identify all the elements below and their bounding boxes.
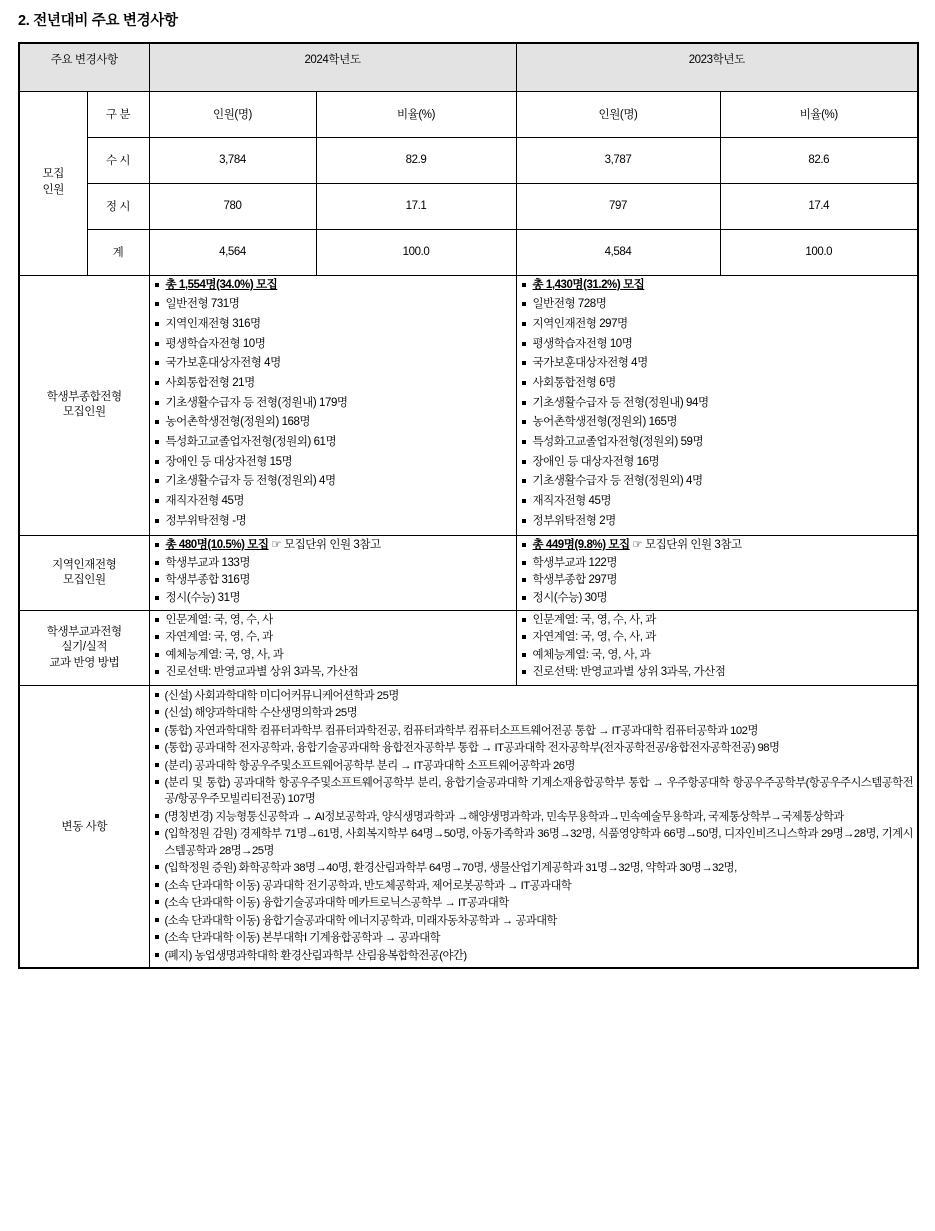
list-item: (소속 단과대학 이동) 융합기술공과대학 에너지공학과, 미래자동차공학과 → 공과대학	[154, 913, 914, 929]
list-item: 국가보훈대상자전형 4명	[154, 356, 512, 371]
list-item: 농어촌학생전형(정원외) 168명	[154, 415, 512, 430]
row-label-total: 계	[87, 229, 149, 275]
regional-2023-list	[521, 538, 914, 605]
header-row-label: 주요 변경사항	[19, 43, 149, 91]
list-item	[521, 278, 914, 293]
column-header-ratio-2024: 비율(%)	[316, 91, 516, 137]
regional-label-line2: 모집인원	[62, 574, 106, 587]
comprehensive-label-line2: 모집인원	[62, 406, 106, 419]
comprehensive-2024-cell	[149, 275, 516, 536]
column-header-ratio-2023: 비율(%)	[720, 91, 918, 137]
list-item: (폐지) 농업생명과학대학 환경산림과학부 산림융복합학전공(야간)	[154, 948, 914, 964]
enrollment-label	[19, 91, 87, 275]
list-item: 기초생활수급자 등 전형(정원외) 4명	[521, 474, 914, 489]
enrollment-label-line1: 모집	[42, 168, 64, 181]
regional-label	[19, 536, 149, 611]
list-item: (소속 단과대학 이동) 공과대학 전기공학과, 반도체공학과, 제어로봇공학과 → IT공과대학	[154, 878, 914, 894]
list-item: 자연계열: 국, 영, 수, 사, 과	[521, 630, 914, 645]
list-item	[154, 538, 512, 553]
list-item: 특성화고교졸업자전형(정원외) 61명	[154, 435, 512, 450]
list-item: 정시(수능) 31명	[154, 591, 512, 606]
list-item: (분리 및 통합) 공과대학 항공우주및소프트웨어공학부 분리, 융합기술공과대학 기계소재융합공학부 통합 → 우주항공대학 항공우주공학부(항공우주시스템공학전공/항공우주모빌리티전공) 107명	[154, 775, 914, 807]
jeongsi-count-2023: 797	[516, 183, 720, 229]
table-row-susi	[19, 137, 918, 183]
list-item: 학생부교과 122명	[521, 556, 914, 571]
list-item: 사회통합전형 21명	[154, 376, 512, 391]
list-item: 기초생활수급자 등 전형(정원외) 4명	[154, 474, 512, 489]
comprehensive-2024-total-prefix: 총	[165, 278, 179, 291]
changes-label: 변동 사항	[19, 685, 149, 968]
list-item: 농어촌학생전형(정원외) 165명	[521, 415, 914, 430]
list-item: 진로선택: 반영교과별 상위 3과목, 가산점	[521, 665, 914, 680]
comprehensive-2024-total-value: 1,554명(34.0%)	[178, 278, 254, 291]
jeongsi-ratio-2023: 17.4	[720, 183, 918, 229]
susi-count-2023: 3,787	[516, 137, 720, 183]
list-item: 장애인 등 대상자전형 15명	[154, 455, 512, 470]
list-item: 정부위탁전형 2명	[521, 514, 914, 529]
list-item: 인문계열: 국, 영, 수, 사	[154, 613, 512, 628]
comprehensive-2024-list	[154, 278, 512, 529]
comprehensive-2023-total-value: 1,430명(31.2%)	[545, 278, 621, 291]
table-header-row	[19, 43, 918, 91]
changes-cell	[149, 685, 918, 968]
regional-2023-cell	[516, 536, 918, 611]
regional-2024-cell	[149, 536, 516, 611]
jeongsi-ratio-2024: 17.1	[316, 183, 516, 229]
list-item	[154, 278, 512, 293]
table-row-comprehensive	[19, 275, 918, 536]
list-item: (명칭변경) 지능형통신공학과 → AI정보공학과, 양식생명과학과 →해양생명과학과, 민속무용학과→민속예술무용학과, 국제통상학부→국제통상학과	[154, 809, 914, 825]
regional-label-line1: 지역인재전형	[52, 558, 117, 571]
list-item: 정부위탁전형 -명	[154, 514, 512, 529]
comprehensive-2023-cell	[516, 275, 918, 536]
table-row-total	[19, 229, 918, 275]
subject-method-2024-list	[154, 613, 512, 680]
list-item: 특성화고교졸업자전형(정원외) 59명	[521, 435, 914, 450]
list-item: 일반전형 728명	[521, 297, 914, 312]
header-year-2023: 2023학년도	[516, 43, 918, 91]
table-row-changes	[19, 685, 918, 968]
subject-method-label-line3: 교과 반영 방법	[49, 656, 120, 669]
list-item: 재직자전형 45명	[521, 494, 914, 509]
list-item: 진로선택: 반영교과별 상위 3과목, 가산점	[154, 665, 512, 680]
list-item: 기초생활수급자 등 전형(정원내) 179명	[154, 396, 512, 411]
list-item: (입학정원 증원) 화학공학과 38명→40명, 환경산림과학부 64명→70명, 생물산업기계공학과 31명→32명, 약학과 30명→32명,	[154, 860, 914, 876]
enrollment-subheader-row	[19, 91, 918, 137]
list-item: (신설) 사회과학대학 미디어커뮤니케어션학과 25명	[154, 688, 914, 704]
comprehensive-2023-list	[521, 278, 914, 529]
list-item: 학생부종합 297명	[521, 573, 914, 588]
list-item: (분리) 공과대학 항공우주및소프트웨어공학부 분리 → IT공과대학 소프트웨어공학과 26명	[154, 758, 914, 774]
total-ratio-2024: 100.0	[316, 229, 516, 275]
list-item: 사회통합전형 6명	[521, 376, 914, 391]
column-header-count-2024: 인원(명)	[149, 91, 316, 137]
list-item: 일반전형 731명	[154, 297, 512, 312]
table-row-regional	[19, 536, 918, 611]
table-row-jeongsi	[19, 183, 918, 229]
header-year-2024: 2024학년도	[149, 43, 516, 91]
susi-ratio-2023: 82.6	[720, 137, 918, 183]
comprehensive-2024-total-suffix: 모집	[253, 278, 278, 291]
jeongsi-count-2024: 780	[149, 183, 316, 229]
subject-method-2024-cell	[149, 610, 516, 685]
list-item: 정시(수능) 30명	[521, 591, 914, 606]
list-item: 학생부종합 316명	[154, 573, 512, 588]
comprehensive-2023-total-prefix: 총	[532, 278, 546, 291]
page-title: 2. 전년대비 주요 변경사항	[18, 13, 178, 29]
total-count-2023: 4,584	[516, 229, 720, 275]
subject-method-2023-list	[521, 613, 914, 680]
list-item: 평생학습자전형 10명	[154, 337, 512, 352]
column-header-count-2023: 인원(명)	[516, 91, 720, 137]
subject-method-label-line2: 실기/실적	[61, 641, 108, 654]
subject-method-label-line1: 학생부교과전형	[46, 625, 122, 638]
changes-list	[154, 688, 914, 964]
list-item: 지역인재전형 316명	[154, 317, 512, 332]
list-item: (신설) 해양과학대학 수산생명의학과 25명	[154, 705, 914, 721]
main-comparison-table	[18, 42, 919, 969]
subject-method-label	[19, 610, 149, 685]
list-item: 학생부교과 133명	[154, 556, 512, 571]
total-ratio-2023: 100.0	[720, 229, 918, 275]
regional-2023-note: ☞ 모집단위 인원 3참고	[629, 539, 742, 552]
comprehensive-label	[19, 275, 149, 536]
regional-2024-note: ☞ 모집단위 인원 3참고	[268, 539, 381, 552]
list-item: (입학정원 감원) 경제학부 71명→61명, 사회복지학부 64명→50명, 아동가족학과 36명→32명, 식품영양학과 66명→50명, 디자인비즈니스학과 29명→28명, 기계시스템공학과 28명→25명	[154, 826, 914, 858]
regional-2024-total: 총 480명(10.5%) 모집	[165, 539, 269, 552]
comprehensive-2023-total-suffix: 모집	[620, 278, 645, 291]
subject-method-2023-cell	[516, 610, 918, 685]
susi-ratio-2024: 82.9	[316, 137, 516, 183]
regional-2023-total: 총 449명(9.8%) 모집	[532, 539, 630, 552]
regional-2024-list	[154, 538, 512, 605]
row-label-susi: 수 시	[87, 137, 149, 183]
list-item: (소속 단과대학 이동) 융합기술공과대학 메카트로닉스공학부 → IT공과대학	[154, 895, 914, 911]
comprehensive-label-line1: 학생부종합전형	[46, 390, 122, 403]
list-item	[521, 538, 914, 553]
list-item: 평생학습자전형 10명	[521, 337, 914, 352]
susi-count-2024: 3,784	[149, 137, 316, 183]
list-item: (통합) 자연과학대학 컴퓨터과학부 컴퓨터과학전공, 컴퓨터과학부 컴퓨터소프트웨어전공 통합 → IT공과대학 컴퓨터공학과 102명	[154, 723, 914, 739]
list-item: 지역인재전형 297명	[521, 317, 914, 332]
list-item: 인문계열: 국, 영, 수, 사, 과	[521, 613, 914, 628]
list-item: 장애인 등 대상자전형 16명	[521, 455, 914, 470]
list-item: 재직자전형 45명	[154, 494, 512, 509]
list-item: 예체능계열: 국, 영, 사, 과	[154, 648, 512, 663]
table-row-subject-method	[19, 610, 918, 685]
list-item: (통합) 공과대학 전자공학과, 융합기술공과대학 융합전자공학부 통합 → IT공과대학 전자공학부(전자공학전공/융합전자공학전공) 98명	[154, 740, 914, 756]
total-count-2024: 4,564	[149, 229, 316, 275]
enrollment-label-line2: 인원	[42, 184, 64, 196]
row-label-jeongsi: 정 시	[87, 183, 149, 229]
list-item: 기초생활수급자 등 전형(정원내) 94명	[521, 396, 914, 411]
list-item: (소속 단과대학 이동) 본부대학Ⅰ 기계융합공학과 → 공과대학	[154, 930, 914, 946]
list-item: 예체능계열: 국, 영, 사, 과	[521, 648, 914, 663]
list-item: 국가보훈대상자전형 4명	[521, 356, 914, 371]
column-header-division: 구 분	[87, 91, 149, 137]
list-item: 자연계열: 국, 영, 수, 과	[154, 630, 512, 645]
